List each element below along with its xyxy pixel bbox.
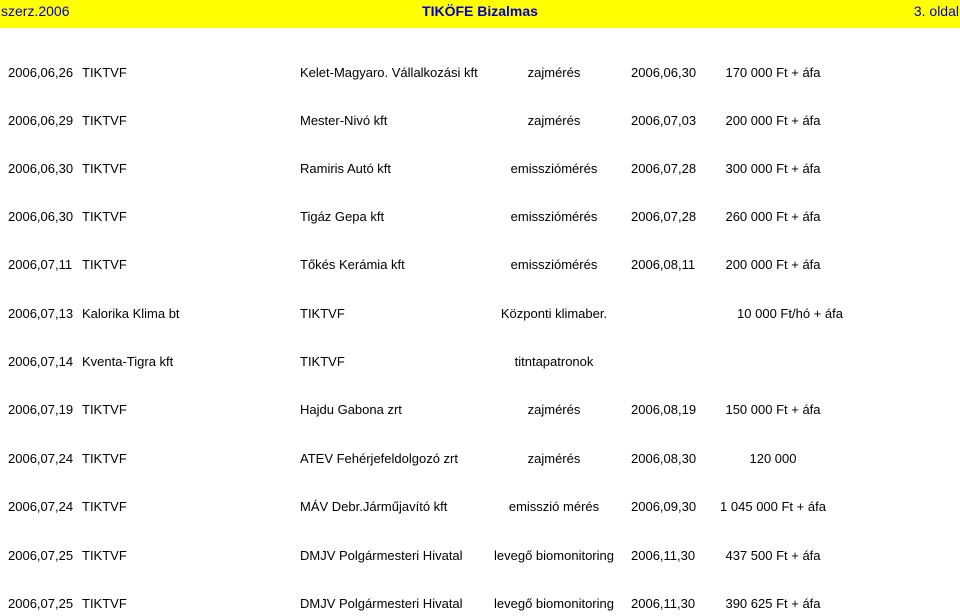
row-from: TIKTVF [82, 451, 127, 466]
row-amount: 200 000 Ft + áfa [725, 113, 821, 128]
row-date: 2006,06,29 [8, 113, 74, 128]
row-deadline: 2006,08,11 [631, 257, 696, 272]
row-service: levegő biomonitoring [494, 548, 614, 563]
table-row [0, 451, 960, 471]
row-amount: 1 045 000 Ft + áfa [720, 499, 826, 514]
row-service: zajmérés [527, 451, 581, 466]
row-amount: 170 000 Ft + áfa [725, 65, 821, 80]
row-from: TIKTVF [82, 499, 127, 514]
table-row [0, 402, 960, 422]
row-date: 2006,06,30 [8, 209, 74, 224]
row-to: TIKTVF [300, 354, 345, 369]
row-service: titntapatronok [514, 354, 594, 369]
row-service: zajmérés [527, 402, 581, 417]
row-deadline: 2006,08,19 [631, 402, 697, 417]
row-date: 2006,06,30 [8, 161, 74, 176]
row-amount: 260 000 Ft + áfa [725, 209, 821, 224]
row-to: Ramiris Autó kft [300, 161, 392, 176]
row-service: emissziómérés [510, 161, 598, 176]
header-page-number: 3. oldal [913, 3, 959, 19]
row-from: Kventa-Tigra kft [82, 354, 174, 369]
row-date: 2006,07,19 [8, 402, 74, 417]
row-amount: 300 000 Ft + áfa [725, 161, 821, 176]
header-author-year: szerz.2006 [1, 3, 70, 19]
row-date: 2006,07,24 [8, 451, 74, 466]
row-to: MÁV Debr.Járműjavító kft [300, 499, 448, 514]
page-header [0, 0, 960, 28]
row-service: emissziómérés [510, 209, 598, 224]
row-amount: 120 000 [749, 451, 797, 466]
row-amount: 200 000 Ft + áfa [725, 257, 821, 272]
row-from: TIKTVF [82, 548, 127, 563]
row-service: emisszió mérés [508, 499, 600, 514]
row-deadline: 2006,07,28 [631, 161, 697, 176]
row-deadline: 2006,08,30 [631, 451, 697, 466]
row-from: TIKTVF [82, 65, 127, 80]
row-from: TIKTVF [82, 596, 127, 611]
row-from: Kalorika Klima bt [82, 306, 180, 321]
table-row [0, 113, 960, 133]
table-row [0, 354, 960, 374]
row-deadline: 2006,06,30 [631, 65, 697, 80]
row-date: 2006,07,11 [8, 257, 73, 272]
header-title: TIKÖFE Bizalmas [422, 3, 538, 19]
row-date: 2006,07,13 [8, 306, 74, 321]
row-date: 2006,07,14 [8, 354, 74, 369]
row-deadline: 2006,11,30 [631, 548, 696, 563]
row-service: zajmérés [527, 65, 581, 80]
row-service: levegő biomonitoring [494, 596, 614, 611]
row-to: DMJV Polgármesteri Hivatal [300, 596, 463, 611]
row-date: 2006,07,25 [8, 548, 74, 563]
table-row [0, 499, 960, 519]
row-to: TIKTVF [300, 306, 345, 321]
table-row [0, 209, 960, 229]
row-from: TIKTVF [82, 161, 127, 176]
row-from: TIKTVF [82, 257, 127, 272]
row-deadline: 2006,11,30 [631, 596, 696, 611]
row-date: 2006,07,24 [8, 499, 74, 514]
row-from: TIKTVF [82, 402, 127, 417]
row-amount: 10 000 Ft/hó + áfa [737, 306, 843, 321]
row-to: Hajdu Gabona zrt [300, 402, 402, 417]
row-deadline: 2006,09,30 [631, 499, 697, 514]
row-to: Tigáz Gepa kft [300, 209, 385, 224]
table-row [0, 596, 960, 616]
row-service: zajmérés [527, 113, 581, 128]
row-date: 2006,07,25 [8, 596, 74, 611]
table-row [0, 257, 960, 277]
row-deadline: 2006,07,03 [631, 113, 697, 128]
table-row [0, 65, 960, 85]
row-amount: 150 000 Ft + áfa [725, 402, 821, 417]
row-date: 2006,06,26 [8, 65, 74, 80]
row-from: TIKTVF [82, 209, 127, 224]
table-row [0, 306, 960, 326]
row-to: Mester-Nivó kft [300, 113, 388, 128]
table-row [0, 548, 960, 568]
row-to: Tőkés Kerámia kft [300, 257, 405, 272]
row-amount: 390 625 Ft + áfa [725, 596, 821, 611]
row-from: TIKTVF [82, 113, 127, 128]
row-amount: 437 500 Ft + áfa [725, 548, 821, 563]
row-service: emissziómérés [510, 257, 598, 272]
row-service: Központi klimaber. [500, 306, 608, 321]
row-to: DMJV Polgármesteri Hivatal [300, 548, 463, 563]
row-deadline: 2006,07,28 [631, 209, 697, 224]
table-row [0, 161, 960, 181]
row-to: Kelet-Magyaro. Vállalkozási kft [300, 65, 478, 80]
row-to: ATEV Fehérjefeldolgozó zrt [300, 451, 458, 466]
